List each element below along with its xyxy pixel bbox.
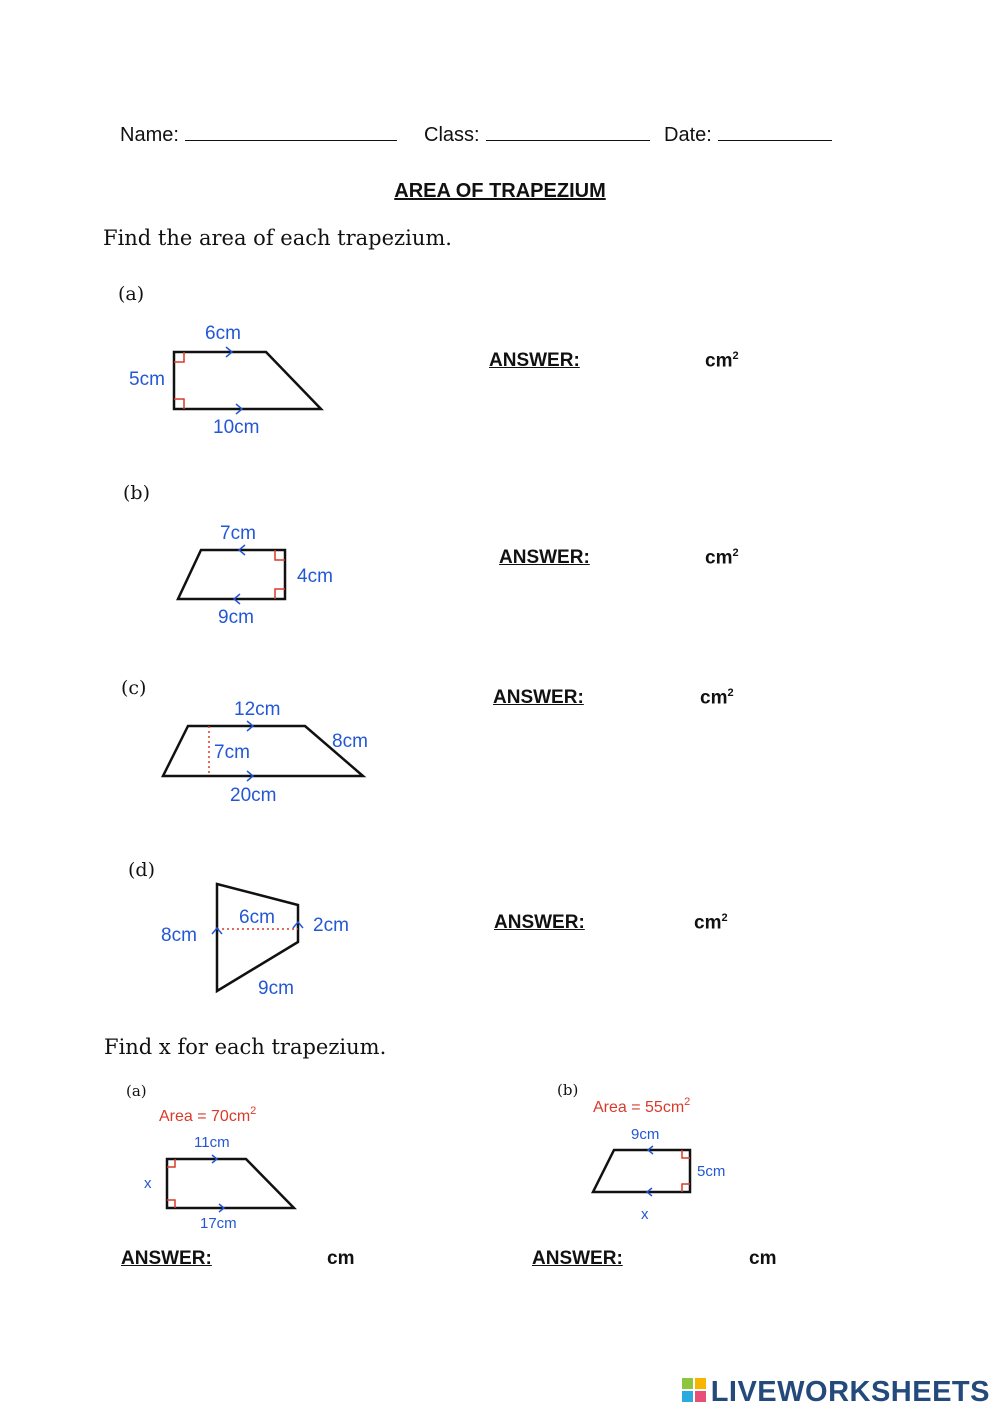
trapezium-b-figure bbox=[150, 515, 360, 640]
name-field[interactable] bbox=[120, 122, 397, 147]
question-a-label: (a) bbox=[118, 283, 145, 305]
answer-label: ANSWER: bbox=[489, 350, 580, 371]
class-label: Class: bbox=[424, 124, 480, 146]
measure-label: 8cm bbox=[332, 731, 368, 752]
answer-unit: $cm^2$ bbox=[705, 350, 739, 372]
section2-instruction: Find x for each trapezium. bbox=[104, 1035, 387, 1059]
trapezium-c-figure bbox=[150, 695, 390, 815]
answer-unit: $cm^2$ bbox=[700, 687, 734, 709]
date-field[interactable] bbox=[664, 122, 832, 147]
answer-unit: cm bbox=[327, 1248, 355, 1269]
measure-label: 20cm bbox=[230, 785, 277, 806]
measure-label: 11cm bbox=[194, 1134, 230, 1151]
question-label: (a) bbox=[126, 1082, 147, 1100]
measure-label: 17cm bbox=[200, 1215, 237, 1232]
answer-unit: $cm^2$ bbox=[705, 547, 739, 569]
measure-label: 5cm bbox=[697, 1163, 726, 1180]
answer-label: ANSWER: bbox=[494, 912, 585, 933]
measure-label: 9cm bbox=[258, 978, 294, 999]
measure-label: 6cm bbox=[239, 907, 275, 928]
trapezium-d-figure bbox=[150, 870, 380, 1010]
find-x-a-figure bbox=[120, 1075, 320, 1235]
date-label: Date: bbox=[664, 124, 712, 146]
answer-label: ANSWER: bbox=[532, 1248, 623, 1269]
answer-label: ANSWER: bbox=[121, 1248, 212, 1269]
measure-label: 7cm bbox=[214, 742, 250, 763]
measure-label: 12cm bbox=[234, 699, 281, 720]
question-b-label: (b) bbox=[123, 482, 150, 504]
class-blank[interactable] bbox=[486, 122, 650, 141]
name-blank[interactable] bbox=[185, 122, 397, 141]
question-c-label: (c) bbox=[121, 677, 147, 699]
worksheet-title: AREA OF TRAPEZIUM bbox=[394, 180, 606, 202]
answer-label: ANSWER: bbox=[499, 547, 590, 568]
find-x-b-figure bbox=[550, 1075, 750, 1235]
measure-label: 7cm bbox=[220, 523, 256, 544]
measure-label: 5cm bbox=[129, 369, 165, 390]
date-blank[interactable] bbox=[718, 122, 832, 141]
measure-label: x bbox=[144, 1175, 152, 1192]
logo-icon bbox=[682, 1378, 708, 1404]
area-label: Area = $70cm^2$ bbox=[159, 1105, 257, 1125]
name-label: Name: bbox=[120, 124, 179, 146]
measure-label: 9cm bbox=[218, 607, 254, 628]
measure-label: 9cm bbox=[631, 1126, 660, 1143]
answer-unit: $cm^2$ bbox=[694, 912, 728, 934]
answer-unit: cm bbox=[749, 1248, 777, 1269]
area-label: Area = $55cm^2$ bbox=[593, 1096, 691, 1116]
measure-label: 4cm bbox=[297, 566, 333, 587]
measure-label: 2cm bbox=[313, 915, 349, 936]
question-d-label: (d) bbox=[128, 859, 155, 881]
section1-instruction: Find the area of each trapezium. bbox=[103, 226, 452, 250]
liveworksheets-logo[interactable] bbox=[682, 1376, 990, 1409]
measure-label: 10cm bbox=[213, 417, 260, 438]
measure-label: 8cm bbox=[161, 925, 197, 946]
measure-label: x bbox=[641, 1206, 649, 1223]
logo-text: LIVEWORKSHEETS bbox=[710, 1376, 990, 1408]
trapezium-a-figure bbox=[120, 315, 340, 445]
answer-label: ANSWER: bbox=[493, 687, 584, 708]
measure-label: 6cm bbox=[205, 323, 241, 344]
class-field[interactable] bbox=[424, 122, 650, 147]
question-label: (b) bbox=[557, 1081, 579, 1099]
